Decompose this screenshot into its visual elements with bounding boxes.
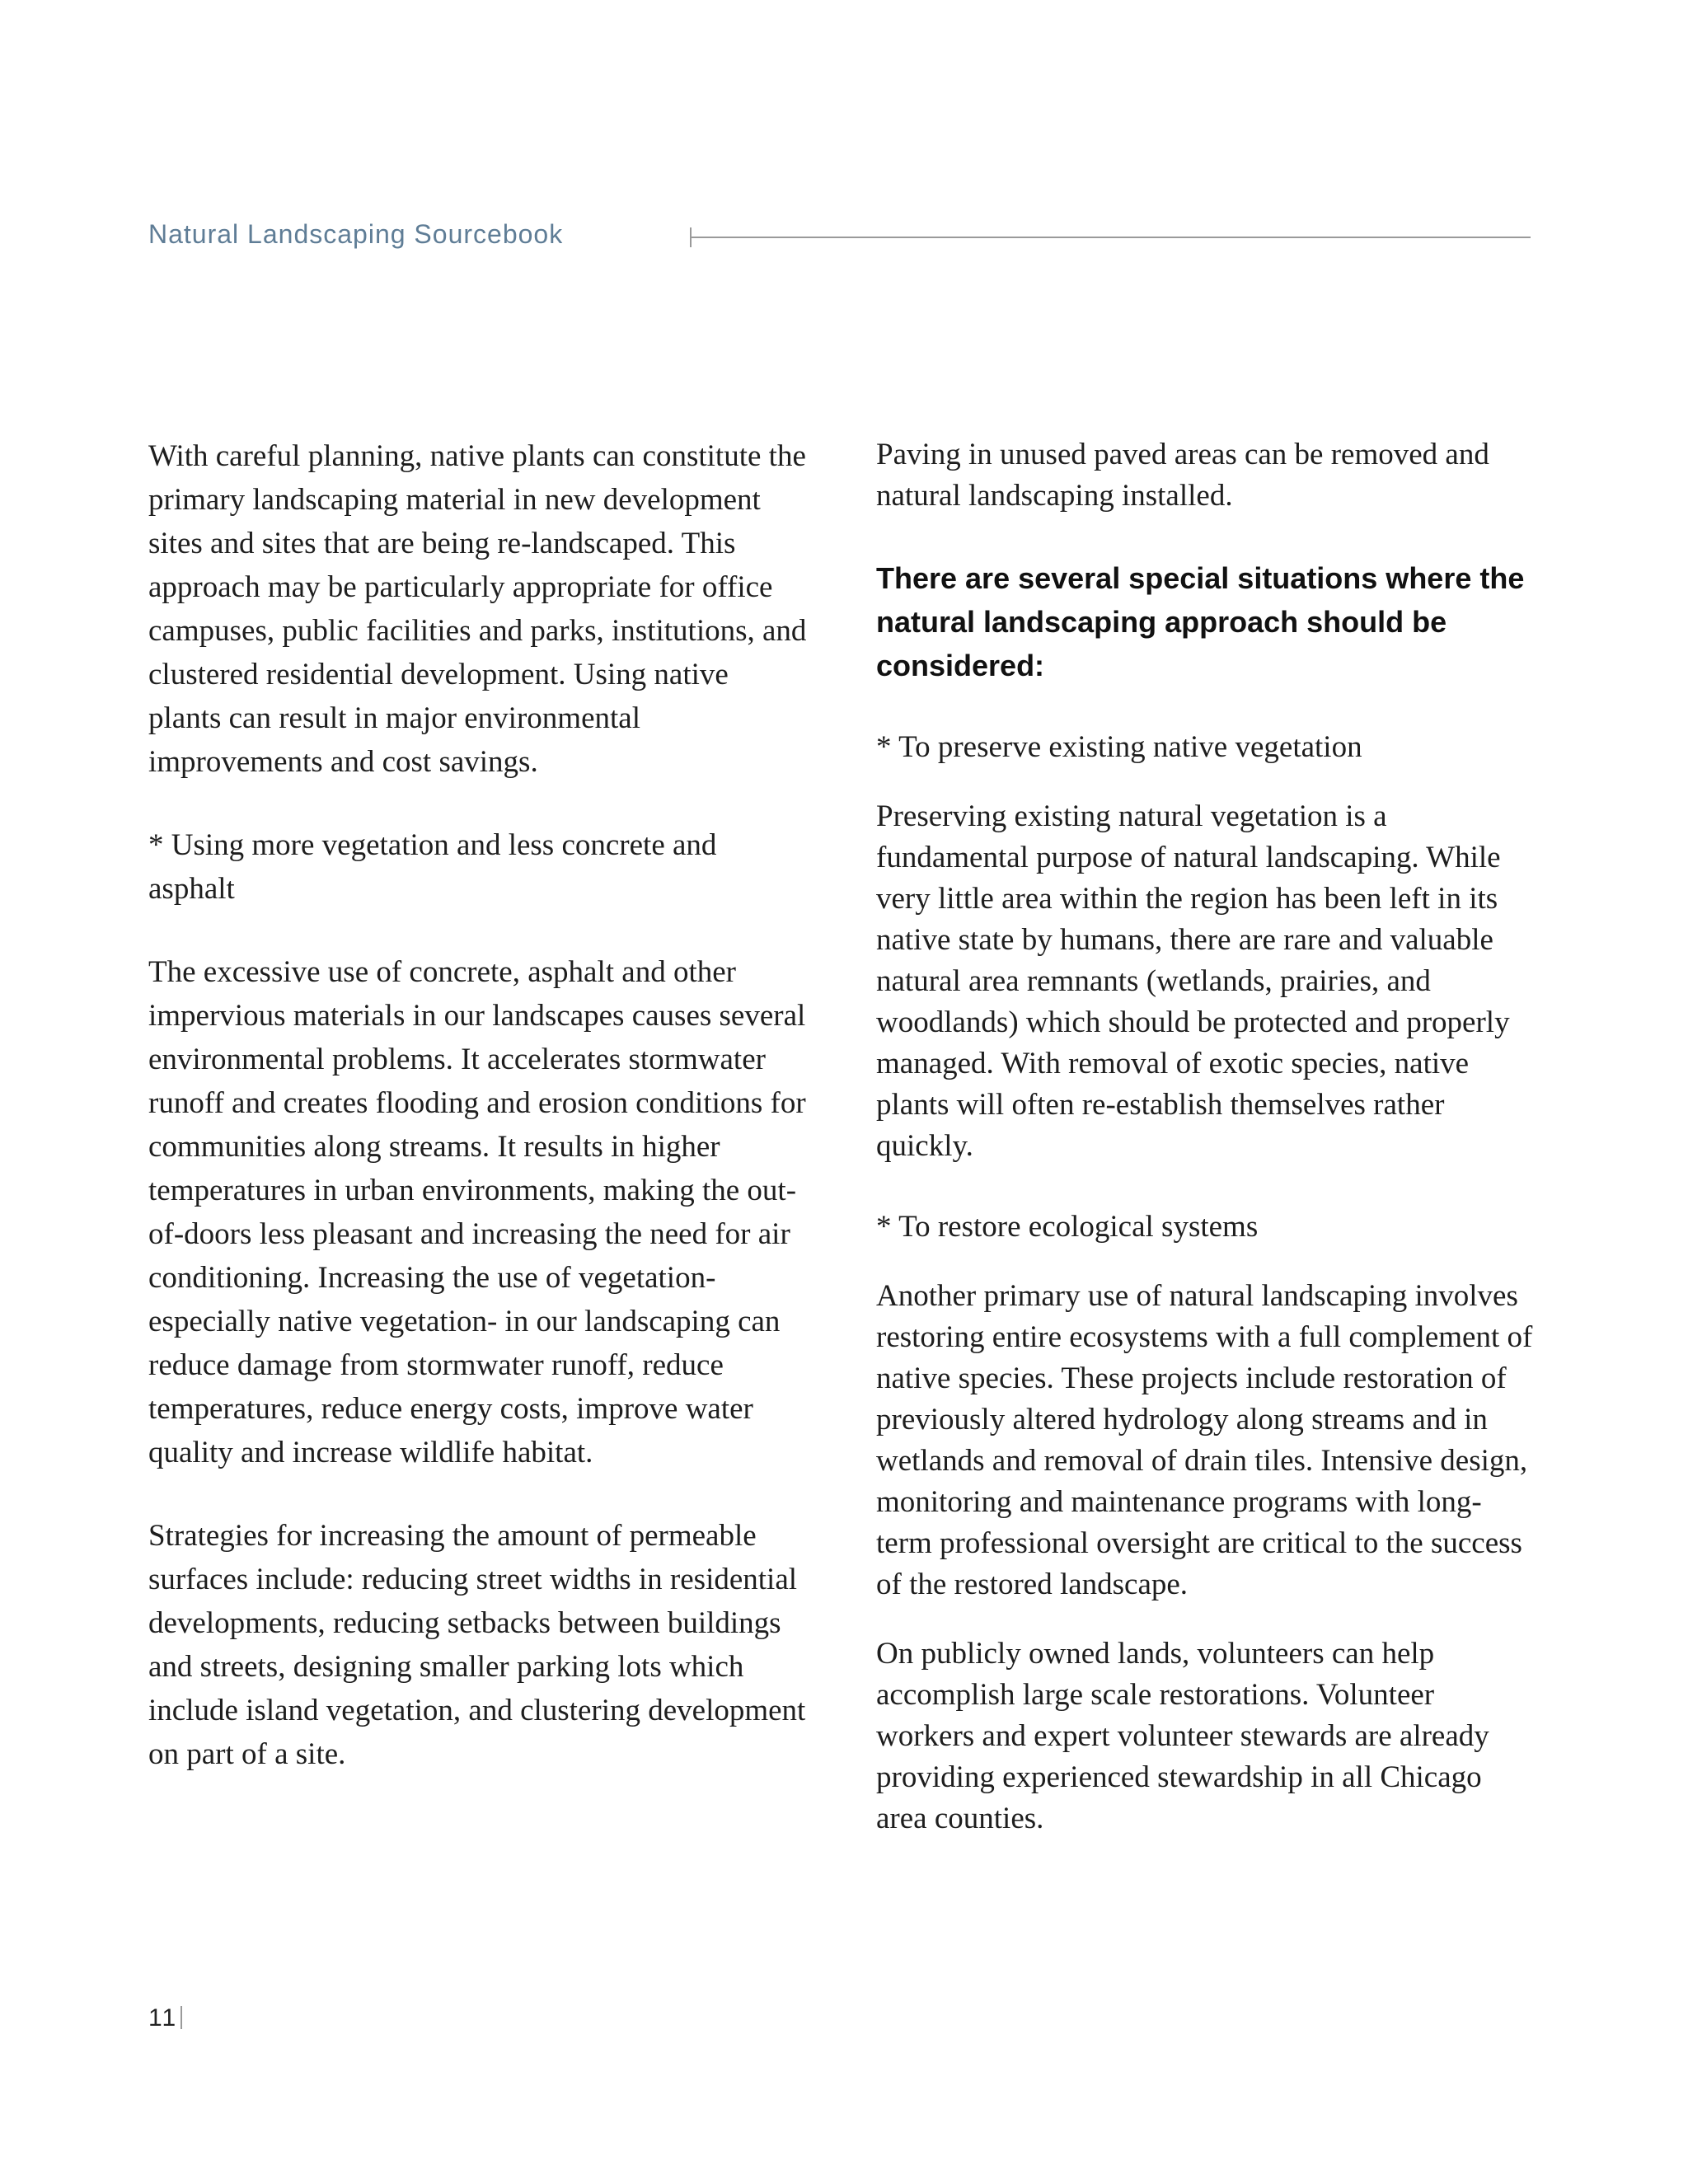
bullet-vegetation: * Using more vegetation and less concrete and asphalt [148, 828, 717, 906]
running-title: Natural Landscaping Sourcebook [148, 219, 564, 249]
impervious-paragraph: The excessive use of concrete, asphalt and other impervious materials in our landscapes causes several environmental problems. It accelerates stormwater runoff and creates flooding and erosion conditions for communities along streams. It results in higher temperatures in urban environments, making the out-of-doors less pleasant and increasing the need for air conditioning. Increasing the use of vegetation- especially native vegetation- in our landscaping can reduce damage from stormwater runoff, reduce temperatures, reduce energy costs, improve water quality and increase wildlife habitat. [148, 955, 806, 1469]
left-column [148, 434, 808, 1776]
strategies-paragraph: Strategies for increasing the amount of permeable surfaces include: reducing street widths in residential developments, reducing setbacks between buildings and streets, designing smaller parking lots which include island vegetation, and clustering development on part of a site. [148, 1519, 806, 1771]
bullet-restore: * To restore ecological systems [876, 1210, 1259, 1244]
page-number-bar [181, 2006, 182, 2029]
header-rule [690, 237, 1531, 238]
preserve-paragraph: Preserving existing natural vegetation is a fundamental purpose of natural landscaping. While very little area within the region has been left in its native state by humans, there are rare and valuable natural area remnants (wetlands, prairies, and woodlands) which should be protected and properly managed. With removal of exotic species, native plants will often re-establish themselves rather quickly. [876, 799, 1510, 1163]
intro-paragraph: With careful planning, native plants can constitute the primary landscaping material in new development sites and sites that are being re-landscaped. This approach may be particularly appropriate for office campuses, public facilities and parks, institutions, and clustered residential development. Using native plants can result in major environmental improvements and cost savings. [148, 439, 807, 779]
volunteers-paragraph: On publicly owned lands, volunteers can help accomplish large scale restorations. Volunteer workers and expert volunteer stewards are already providing experienced stewardship in all Chicago area counties. [876, 1637, 1489, 1835]
right-column [876, 434, 1536, 1840]
page-number [148, 2004, 182, 2032]
restore-paragraph: Another primary use of natural landscaping involves restoring entire ecosystems with a full complement of native species. These projects include restoration of previously altered hydrology along streams and in wetlands and removal of drain tiles. Intensive design, monitoring and maintenance programs with long-term professional oversight are critical to the success of the restored landscape. [876, 1279, 1533, 1601]
paving-paragraph: Paving in unused paved areas can be removed and natural landscaping installed. [876, 438, 1489, 513]
special-situations-heading: There are several special situations where the natural landscaping approach should be considered: [876, 561, 1525, 682]
bullet-preserve: * To preserve existing native vegetation [876, 730, 1362, 764]
page-number-text: 11 [148, 2004, 178, 2032]
